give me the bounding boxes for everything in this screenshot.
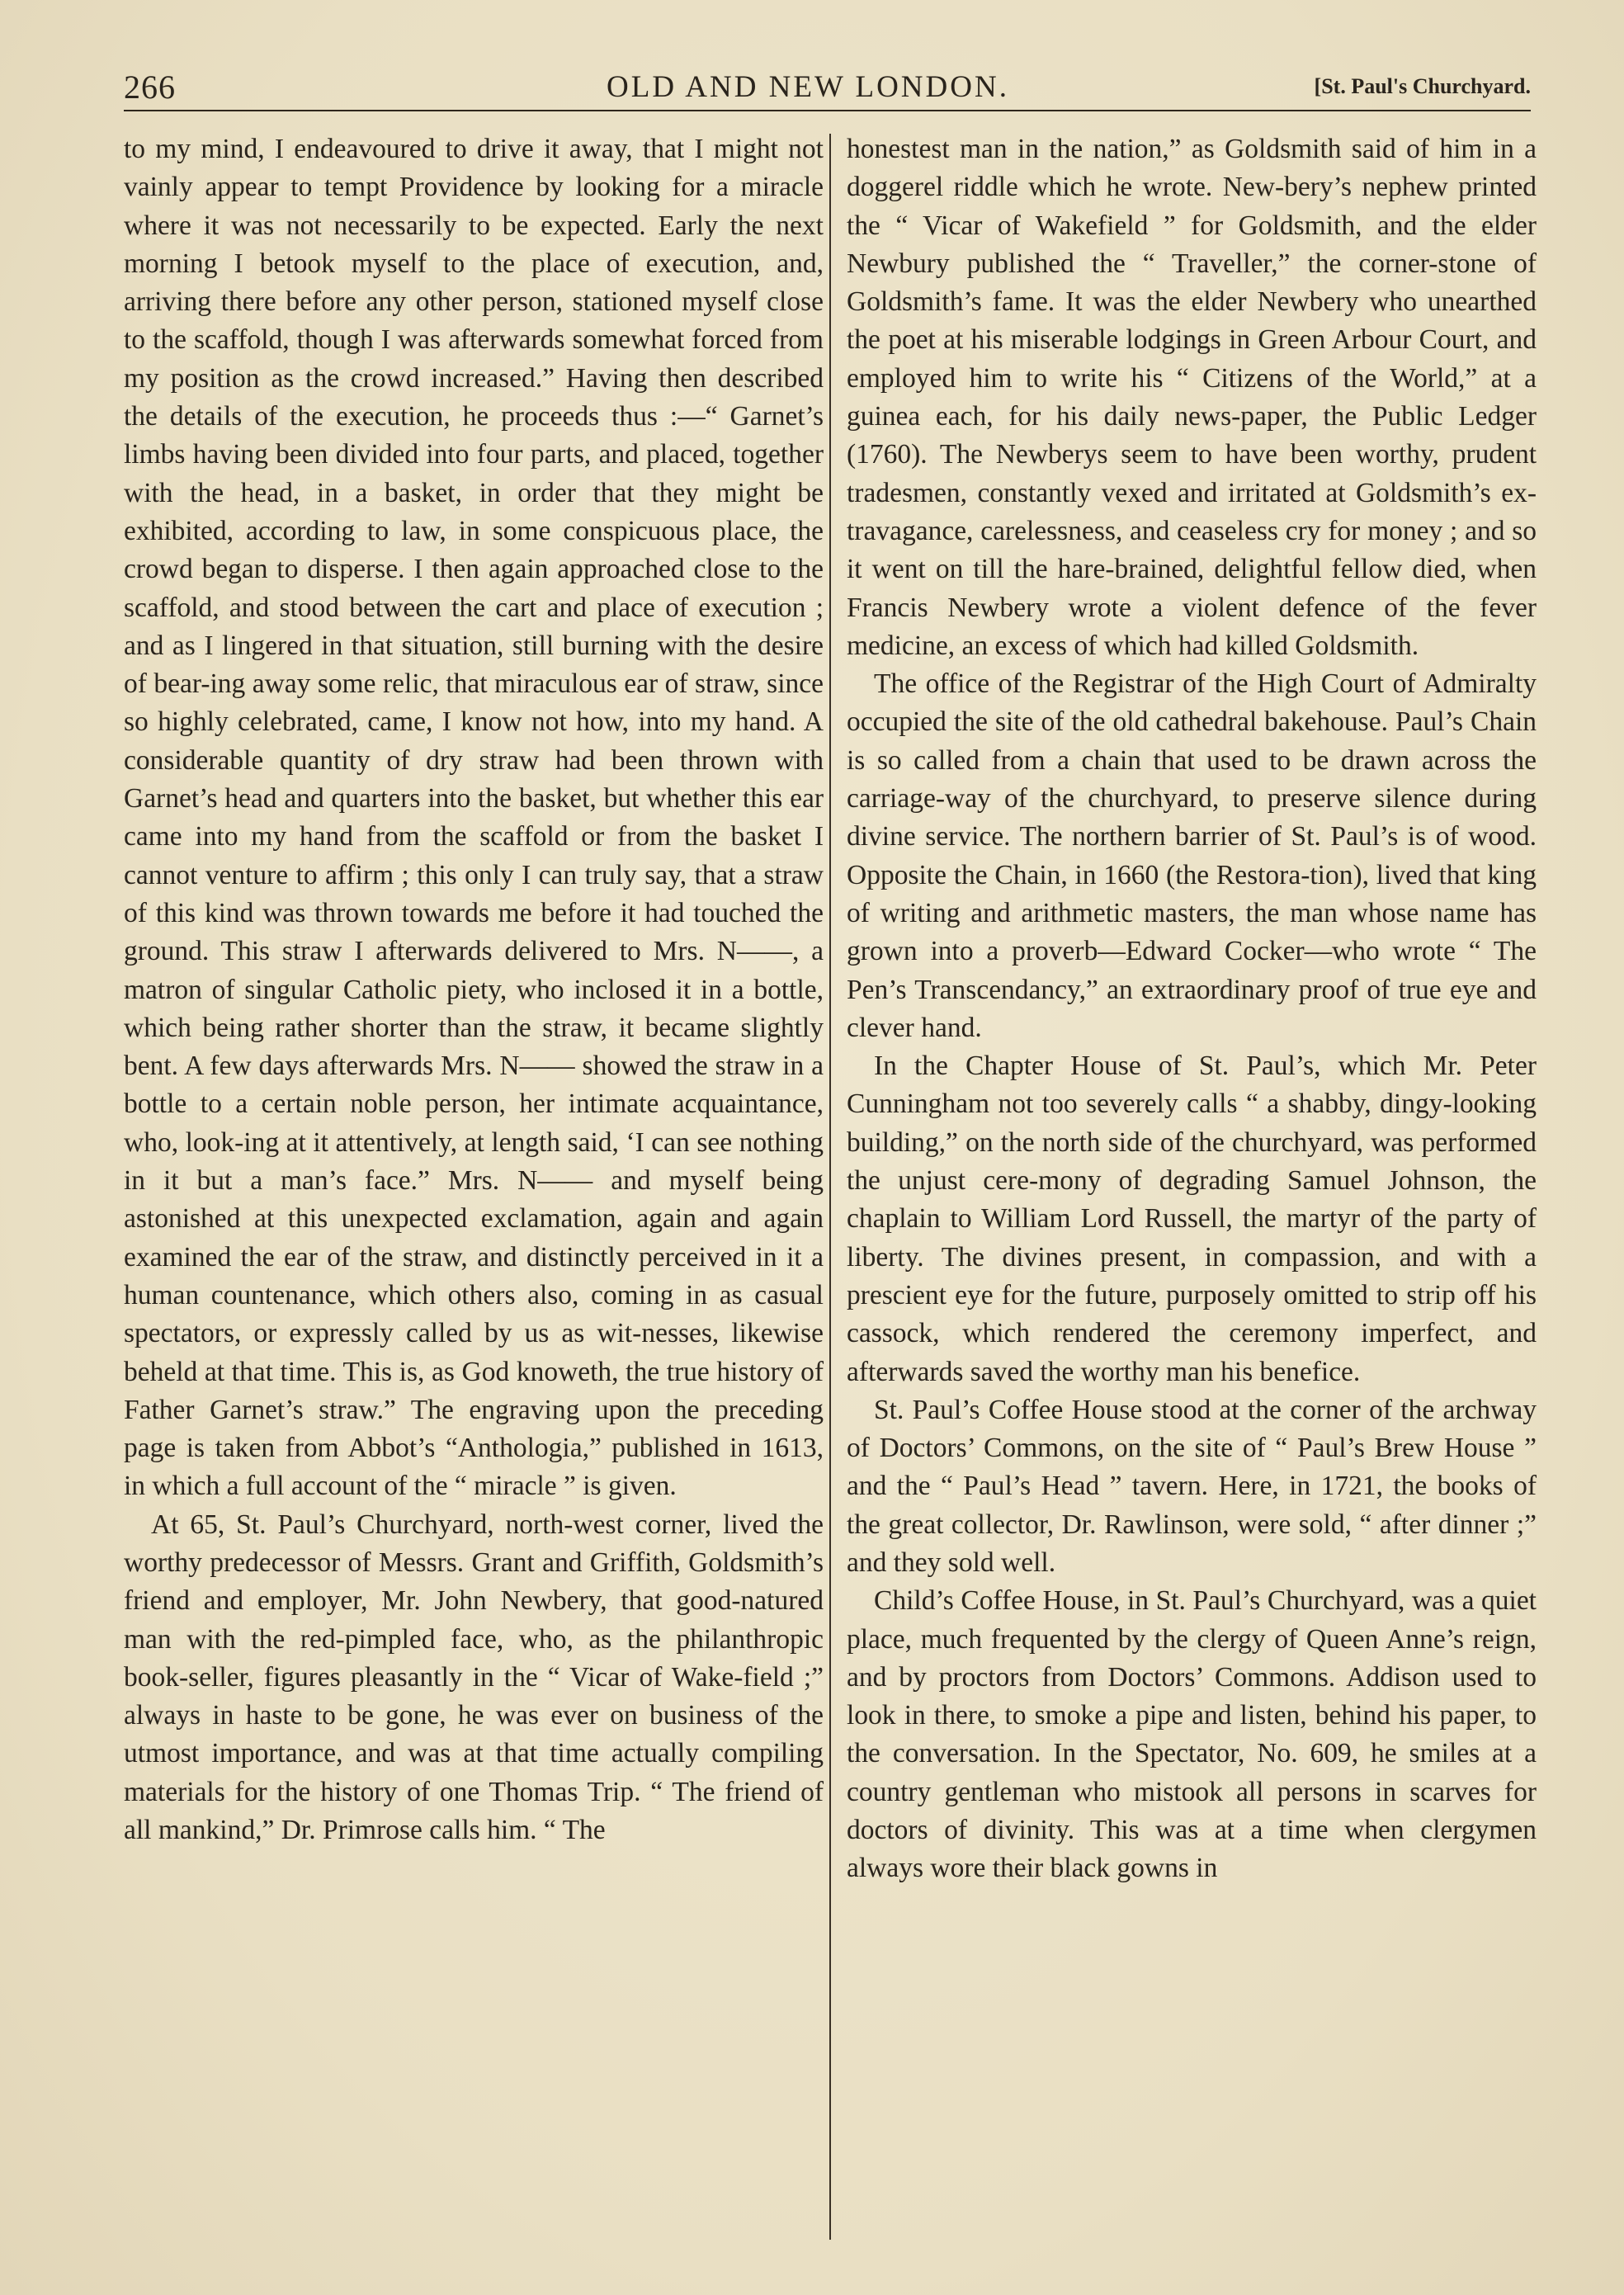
right-paragraph-5: Child’s Coffee House, in St. Paul’s Churchyard, was a quiet place, much frequented by the clergy of Queen Anne’s reign, and by proctors from Doctors’ Commons. Addison used to look in there, to smoke a pipe and listen, behind his paper, to the conversation. In the Spectator, No. 609, he smiles at a country gentleman who mistook all persons in scarves for doctors of divinity. This was at a time when clergymen always wore their black gowns in	[847, 1585, 1537, 1884]
right-paragraph-3: In the Chapter House of St. Paul’s, which Mr. Peter Cunningham not too severely calls “ a shabby, dingy-looking building,” on the north side of the churchyard, was performed the unjust cere-mony of degrading Samuel Johnson, the chaplain to William Lord Russell, the martyr of the party of liberty. The divines present, in compassion, and with a prescient eye for the future, purposely omitted to strip off his cassock, which rendered the ceremony imperfect, and afterwards saved the worthy man his benefice.	[847, 1051, 1537, 1387]
left-column	[124, 130, 824, 1849]
page-number: 266	[124, 68, 176, 106]
section-heading: [St. Paul's Churchyard.	[1314, 74, 1531, 98]
left-paragraph-2: At 65, St. Paul’s Churchyard, north-west corner, lived the worthy predecessor of Messrs. Grant and Griffith, Goldsmith’s friend and employer, Mr. John Newbery, that good-natured man with the red-pimpled face, who, as the philanthropic book-seller, figures pleasantly in the “ Vicar of Wake-field ;” always in haste to be gone, he was ever on business of the utmost importance, and was at that time actually compiling materials for the history of one Thomas Trip. “ The friend of all mankind,” Dr. Primrose calls him. “ The	[124, 1509, 824, 1846]
right-paragraph-4: St. Paul’s Coffee House stood at the corner of the archway of Doctors’ Commons, on the site of “ Paul’s Brew House ” and the “ Paul’s Head ” tavern. Here, in 1721, the books of the great collector, Dr. Rawlinson, were sold, “ after dinner ;” and they sold well.	[847, 1394, 1537, 1578]
column-divider	[829, 134, 831, 2240]
header-rule	[124, 110, 1531, 111]
left-paragraph-1: to my mind, I endeavoured to drive it away, that I might not vainly appear to tempt Providence by looking for a miracle where it was not necessarily to be expected. Early the next morning I betook myself to the place of execution, and, arriving there before any other person, stationed myself close to the scaffold, though I was afterwards somewhat forced from my position as the crowd increased.” Having then described the details of the execution, he proceeds thus :—“ Garnet’s limbs having been divided into four parts, and placed, together with the head, in a basket, in order that they might be exhibited, according to law, in some conspicuous place, the crowd began to disperse. I then again approached close to the scaffold, and stood between the cart and place of execution ; and as I lingered in that situation, still burning with the desire of bear-ing away some relic, that miraculous ear of straw, since so highly celebrated, came, I know not how, into my hand. A considerable quantity of dry straw had been thrown with Garnet’s head and quarters into the basket, but whether this ear came into my hand from the scaffold or from the basket I cannot venture to affirm ; this only I can truly say, that a straw of this kind was thrown towards me before it had touched the ground. This straw I afterwards delivered to Mrs. N——, a matron of singular Catholic piety, who inclosed it in a bottle, which being rather shorter than the straw, it became slightly bent. A few days afterwards Mrs. N—— showed the straw in a bottle to a certain noble person, her intimate acquaintance, who, look-ing at it attentively, at length said, ‘I can see nothing in it but a man’s face.” Mrs. N—— and myself being astonished at this unexpected exclamation, again and again examined the ear of the straw, and distinctly perceived in it a human countenance, which others also, coming in as casual spectators, or expressly called by us as wit-nesses, likewise beheld at that time. This is, as God knoweth, the true history of Father Garnet’s straw.” The engraving upon the preceding page is taken from Abbot’s “Anthologia,” published in 1613, in which a full account of the “ miracle ” is given.	[124, 134, 824, 1502]
right-paragraph-2: The office of the Registrar of the High Court of Admiralty occupied the site of the old cathedral bakehouse. Paul’s Chain is so called from a chain that used to be drawn across the carriage-way of the churchyard, to preserve silence during divine service. The northern barrier of St. Paul’s is of wood. Opposite the Chain, in 1660 (the Restora-tion), lived that king of writing and arithmetic masters, the man whose name has grown into a proverb—Edward Cocker—who wrote “ The Pen’s Transcendancy,” an extraordinary proof of true eye and clever hand.	[847, 668, 1537, 1043]
right-paragraph-1: honestest man in the nation,” as Goldsmith said of him in a doggerel riddle which he wrote. New-bery’s nephew printed the “ Vicar of Wakefield ” for Goldsmith, and the elder Newbury published the “ Traveller,” the corner-stone of Goldsmith’s fame. It was the elder Newbery who unearthed the poet at his miserable lodgings in Green Arbour Court, and employed him to write his “ Citizens of the World,” at a guinea each, for his daily news-paper, the Public Ledger (1760). The Newberys seem to have been worthy, prudent tradesmen, constantly vexed and irritated at Goldsmith’s ex-travagance, carelessness, and ceaseless cry for money ; and so it went on till the hare-brained, delightful fellow died, when Francis Newbery wrote a violent defence of the fever medicine, an excess of which had killed Goldsmith.	[847, 134, 1537, 661]
right-column	[847, 130, 1537, 1888]
running-title: OLD AND NEW LONDON.	[607, 70, 1009, 104]
running-header	[124, 64, 1531, 107]
